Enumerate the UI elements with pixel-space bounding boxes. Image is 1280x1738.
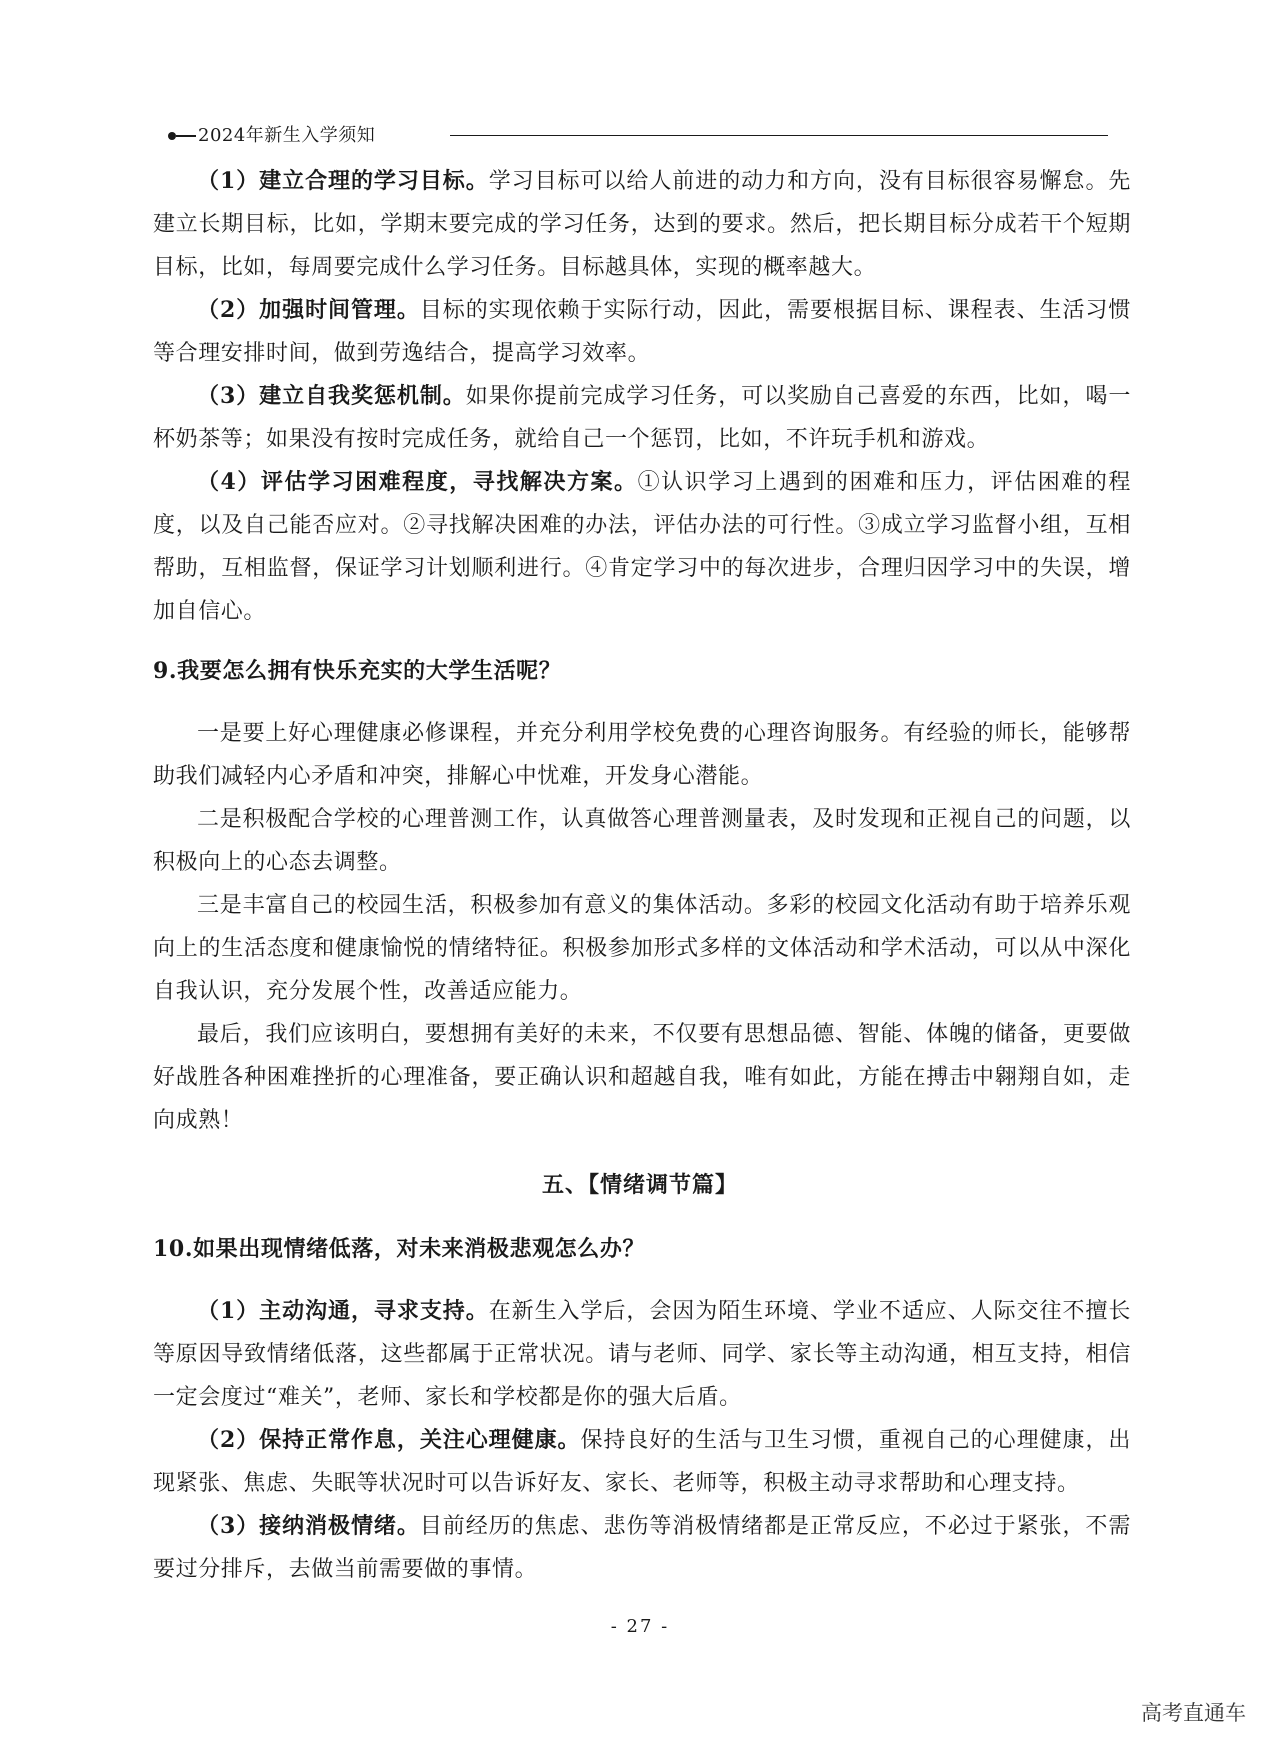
question-9-title: 9.我要怎么拥有快乐充实的大学生活呢？ <box>153 658 562 684</box>
running-header <box>168 122 1108 152</box>
study-tips-block <box>153 160 1131 633</box>
emotion-tip-1 <box>153 1290 1131 1419</box>
page-number: - 27 - <box>610 1616 670 1637</box>
emotion-tip-3 <box>153 1505 1131 1591</box>
study-tip-3-text: 如果你提前完成学习任务，可以奖励自己喜爱的东西，比如，喝一杯奶茶等；如果没有按时完成任务，就给自己一个惩罚，比如，不许玩手机和游戏。 <box>153 384 1131 452</box>
study-tip-1 <box>153 160 1131 289</box>
question-9-answer <box>153 712 1131 1142</box>
study-tip-3-heading: （3）建立自我奖惩机制。 <box>197 383 466 409</box>
answer-paragraph: 三是丰富自己的校园生活，积极参加有意义的集体活动。多彩的校园文化活动有助于培养乐观向上的生活态度和健康愉悦的情绪特征。积极参加形式多样的文体活动和学术活动，可以从中深化自我认识，充分发展个性，改善适应能力。 <box>153 893 1131 1004</box>
study-tip-2 <box>153 289 1131 375</box>
study-tip-4-heading: （4）评估学习困难程度，寻找解决方案。 <box>197 469 638 495</box>
emotion-tip-2-text: 保持良好的生活与卫生习惯，重视自己的心理健康，出现紧张、焦虑、失眠等状况时可以告诉好友、家长、老师等，积极主动寻求帮助和心理支持。 <box>153 1428 1131 1496</box>
study-tip-4 <box>153 461 1131 633</box>
answer-paragraph: 二是积极配合学校的心理普测工作，认真做答心理普测量表，及时发现和正视自己的问题，以积极向上的心态去调整。 <box>153 807 1131 875</box>
study-tip-3 <box>153 375 1131 461</box>
header-dash <box>176 135 196 137</box>
answer-paragraph: 最后，我们应该明白，要想拥有美好的未来，不仅要有思想品德、智能、体魄的储备，更要做好战胜各种困难挫折的心理准备，要正确认识和超越自我，唯有如此，方能在搏击中翱翔自如，走向成熟！ <box>153 1022 1131 1133</box>
emotion-tip-1-heading: （1）主动沟通，寻求支持。 <box>197 1298 489 1324</box>
answer-paragraph: 一是要上好心理健康必修课程，并充分利用学校免费的心理咨询服务。有经验的师长，能够帮助我们减轻内心矛盾和冲突，排解心中忧难，开发身心潜能。 <box>153 721 1131 789</box>
study-tip-2-text: 目标的实现依赖于实际行动，因此，需要根据目标、课程表、生活习惯等合理安排时间，做到劳逸结合，提高学习效率。 <box>153 298 1131 366</box>
header-rule <box>450 135 1108 136</box>
section-title: 五、【情绪调节篇】 <box>541 1172 738 1198</box>
emotion-tip-2 <box>153 1419 1131 1505</box>
watermark: 高考直通车 <box>1141 1701 1246 1725</box>
emotion-tip-3-heading: （3）接纳消极情绪。 <box>197 1513 420 1539</box>
header-title: 2024年新生入学须知 <box>198 125 376 146</box>
study-tip-1-heading: （1）建立合理的学习目标。 <box>197 168 489 194</box>
bullet-dot <box>168 132 176 140</box>
question-10-answer <box>153 1290 1131 1591</box>
study-tip-2-heading: （2）加强时间管理。 <box>197 297 420 323</box>
emotion-tip-3-text: 目前经历的焦虑、悲伤等消极情绪都是正常反应，不必过于紧张，不需要过分排斥，去做当前需要做的事情。 <box>153 1514 1131 1582</box>
study-tip-4-text: ①认识学习上遇到的困难和压力，评估困难的程度，以及自己能否应对。②寻找解决困难的办法，评估办法的可行性。③成立学习监督小组，互相帮助，互相监督，保证学习计划顺利进行。④肯定学习中的每次进步，合理归因学习中的失误，增加自信心。 <box>153 470 1131 624</box>
emotion-tip-1-text: 在新生入学后，会因为陌生环境、学业不适应、人际交往不擅长等原因导致情绪低落，这些都属于正常状况。请与老师、同学、家长等主动沟通，相互支持，相信一定会度过“难关”，老师、家长和学校都是你的强大后盾。 <box>153 1299 1131 1410</box>
question-10-title: 10.如果出现情绪低落，对未来消极悲观怎么办？ <box>153 1236 646 1262</box>
study-tip-1-text: 学习目标可以给人前进的动力和方向，没有目标很容易懈怠。先建立长期目标，比如，学期末要完成的学习任务，达到的要求。然后，把长期目标分成若干个短期目标，比如，每周要完成什么学习任务。目标越具体，实现的概率越大。 <box>153 169 1131 280</box>
emotion-tip-2-heading: （2）保持正常作息，关注心理健康。 <box>197 1427 581 1453</box>
